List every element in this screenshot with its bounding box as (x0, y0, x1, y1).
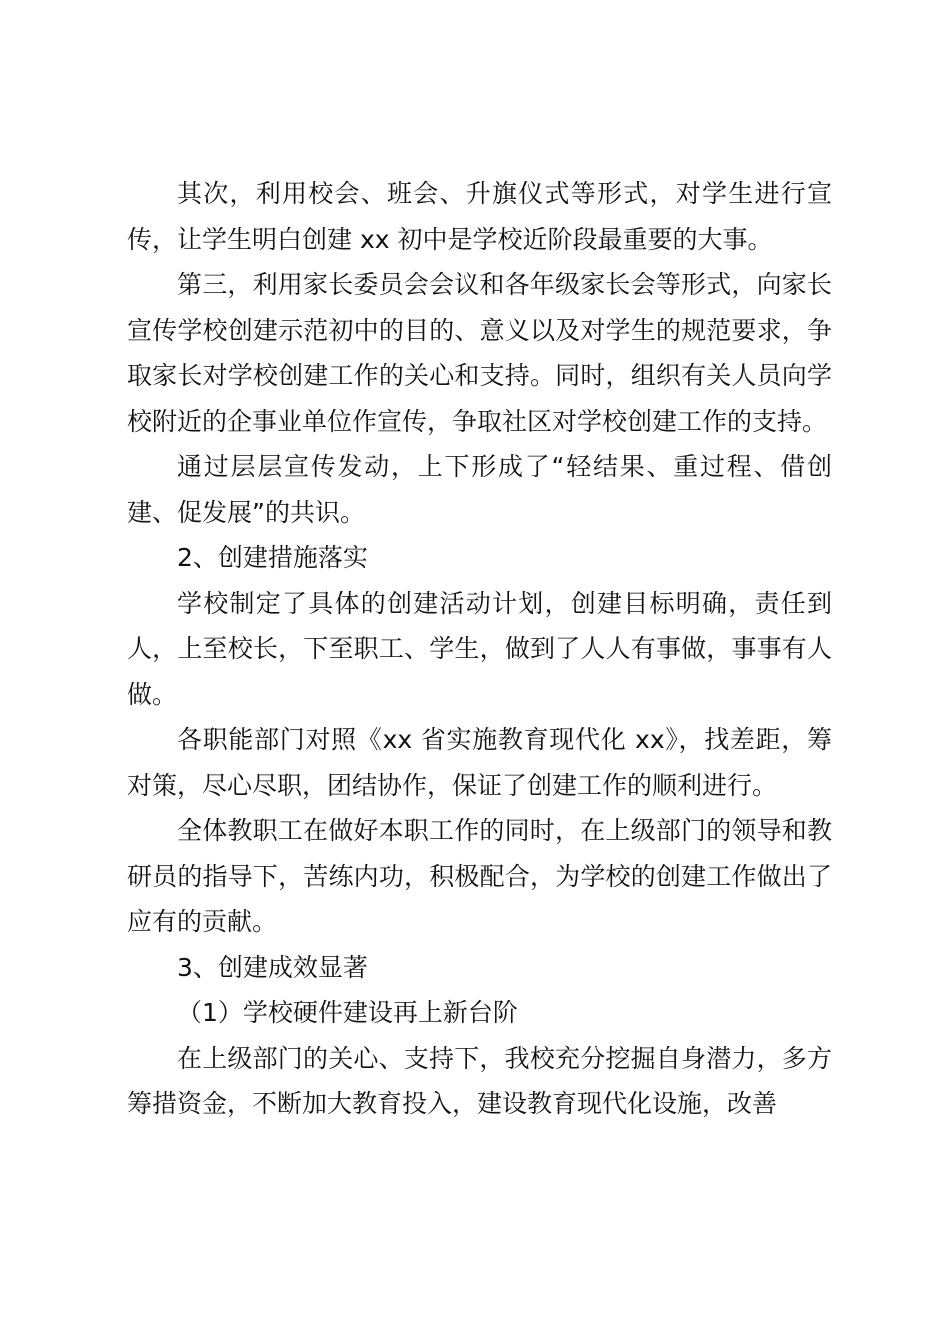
section-heading-measures: 2、创建措施落实 (177, 543, 368, 572)
paragraph-investment: 在上级部门的关心、支持下，我校充分挖掘自身潜力，多方筹措资金，不断加大教育投入，建设教育现代化设施，改善 (127, 1043, 832, 1118)
section-heading-results: 3、创建成效显著 (177, 952, 368, 982)
paragraph-staff: 全体教职工在做好本职工作的同时，在上级部门的领导和教研员的指导下，苦练内功，积极配合，为学校的创建工作做出了应有的贡献。 (127, 816, 832, 936)
paragraph-consensus: 通过层层宣传发动，上下形成了“轻结果、重过程、借创建、促发展”的共识。 (127, 452, 832, 527)
paragraph-publicity-students: 其次，利用校会、班会、升旗仪式等形式，对学生进行宣传，让学生明白创建 xx 初中是学校近阶段最重要的大事。 (127, 179, 832, 254)
paragraph-departments: 各职能部门对照《xx 省实施教育现代化 xx》，找差距，筹对策，尽心尽职，团结协作，保证了创建工作的顺利进行。 (127, 725, 832, 800)
paragraph-activity-plan: 学校制定了具体的创建活动计划，创建目标明确，责任到人，上至校长，下至职工、学生，做到了人人有事做，事事有人做。 (127, 588, 832, 709)
document-body (127, 171, 832, 1127)
paragraph-publicity-parents: 第三，利用家长委员会会议和各年级家长会等形式，向家长宣传学校创建示范初中的目的、意义以及对学生的规范要求，争取家长对学校创建工作的关心和支持。同时，组织有关人员向学校附近的企事业单位作宣传，争取社区对学校创建工作的支持。 (127, 270, 832, 436)
subsection-heading-hardware: （1）学校硬件建设再上新台阶 (177, 998, 518, 1027)
